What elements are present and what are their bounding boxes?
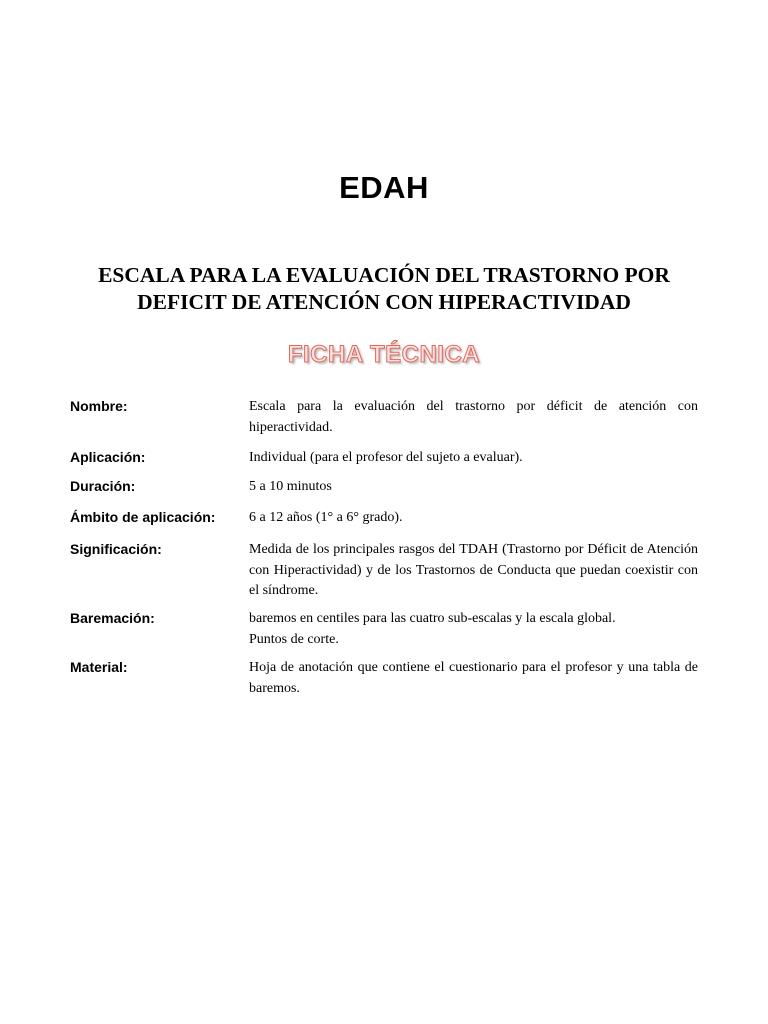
field-label: Nombre: — [70, 398, 128, 414]
field-value-line: Puntos de corte. — [249, 631, 339, 647]
document-subtitle — [60, 262, 708, 316]
field-value: 5 a 10 minutos — [249, 479, 332, 494]
field-value: Hoja de anotación que contiene el cuestionario para el profesor y una tabla de baremos. — [249, 660, 698, 696]
field-label: Material: — [70, 659, 128, 675]
field-label: Duración: — [70, 478, 136, 494]
subtitle-line-2: DEFICIT DE ATENCIÓN CON HIPERACTIVIDAD — [137, 290, 631, 314]
field-value-line: baremos en centiles para las cuatro sub-escalas y la escala global. — [249, 611, 616, 626]
field-value: Individual (para el profesor del sujeto a evaluar). — [249, 450, 523, 465]
field-value — [249, 609, 698, 650]
field-label: Baremación: — [70, 610, 155, 626]
document-title: EDAH — [339, 170, 429, 205]
field-label: Significación: — [70, 541, 162, 557]
section-heading-ficha-tecnica: FICHA TÉCNICA — [287, 341, 481, 368]
field-label: Ámbito de aplicación: — [70, 509, 216, 525]
field-label: Aplicación: — [70, 449, 146, 465]
field-value: Medida de los principales rasgos del TDAH (Trastorno por Déficit de Atención con Hiperactividad) y de los Trastornos de Conducta que puedan coexistir con el síndrome. — [249, 542, 698, 598]
subtitle-line-1: ESCALA PARA LA EVALUACIÓN DEL TRASTORNO POR — [98, 263, 670, 287]
field-value: 6 a 12 años (1° a 6° grado). — [249, 510, 403, 525]
field-value: Escala para la evaluación del trastorno por déficit de atención con hiperactividad. — [249, 399, 698, 435]
